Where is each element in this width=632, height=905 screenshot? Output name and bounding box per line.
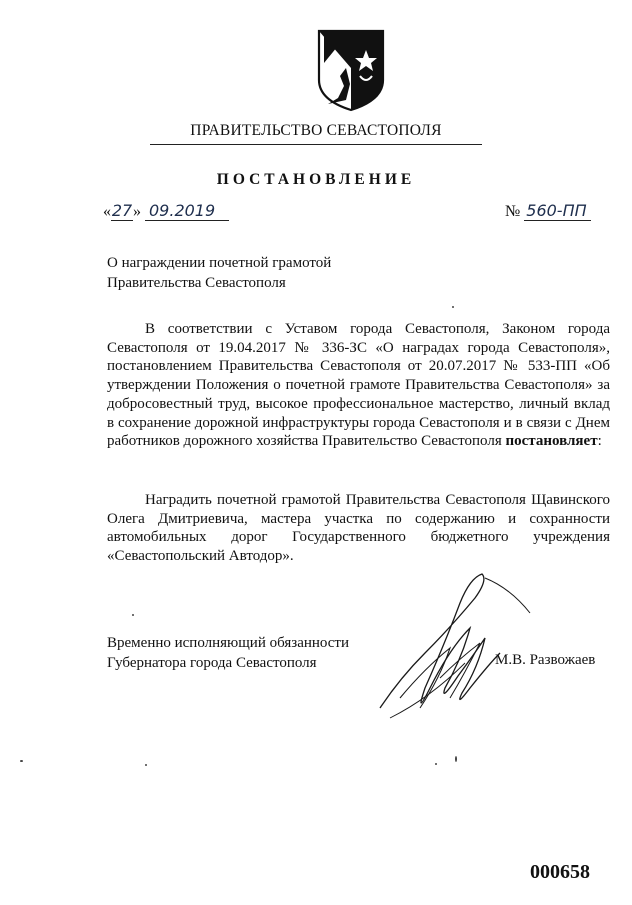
scan-speck	[452, 306, 454, 308]
signer-position	[107, 633, 407, 673]
scan-speck	[20, 760, 23, 762]
date-day: 27	[111, 201, 133, 220]
scan-speck	[455, 756, 457, 762]
document-number	[505, 201, 591, 221]
scan-speck	[435, 763, 437, 765]
scan-speck	[145, 764, 147, 766]
signer-name: М.В. Развожаев	[495, 652, 596, 668]
resolves-keyword: постановляет	[505, 433, 598, 450]
date-month-year: 09.2019	[145, 201, 229, 221]
signer-position-line-1: Временно исполняющий обязанности	[107, 635, 350, 651]
document-type-title: ПОСТАНОВЛЕНИЕ	[216, 171, 416, 188]
date-close-quote: »	[133, 203, 141, 220]
coat-of-arms-emblem	[316, 28, 386, 112]
header-divider	[150, 144, 482, 145]
preamble-colon: :	[597, 433, 602, 450]
scan-speck	[132, 614, 134, 616]
document-date	[103, 201, 229, 221]
government-title: ПРАВИТЕЛЬСТВО СЕВАСТОПОЛЯ	[190, 122, 442, 139]
preamble-text: В соответствии с Уставом города Севастополя, Законом города Севастополя от 19.04.2017 № 336-ЗС «О наградах города Севастополя», постановлением Правительства Севастополя от 20.07.2017 № 533-ПП «Об утверждении Положения о почетной грамоте Правительства Севастополя» за добросовестный труд, высокое профессиональное мастерство, личный вклад в сохранение дорожной инфраструктуры города Севастополя и в связи с Днем работников дорожного хозяйства Правительство Севастополя	[107, 321, 610, 450]
number-prefix: №	[505, 203, 521, 220]
registration-number: 000658	[530, 861, 590, 883]
handwritten-signature	[370, 558, 550, 738]
date-open-quote: «	[103, 203, 111, 220]
document-subject	[107, 253, 407, 293]
subject-line-2: Правительства Севастополя	[107, 275, 286, 291]
signer-position-line-2: Губернатора города Севастополя	[107, 655, 317, 671]
number-value: 560-ПП	[524, 201, 591, 221]
preamble-paragraph	[107, 320, 610, 451]
subject-line-1: О награждении почетной грамотой	[107, 255, 332, 271]
award-paragraph: Наградить почетной грамотой Правительства Севастополя Щавинского Олега Дмитриевича, мастера участка по содержанию и сохранности автомобильных дорог Государственного бюджетного учреждения «Севастопольский Автодор».	[107, 492, 610, 565]
